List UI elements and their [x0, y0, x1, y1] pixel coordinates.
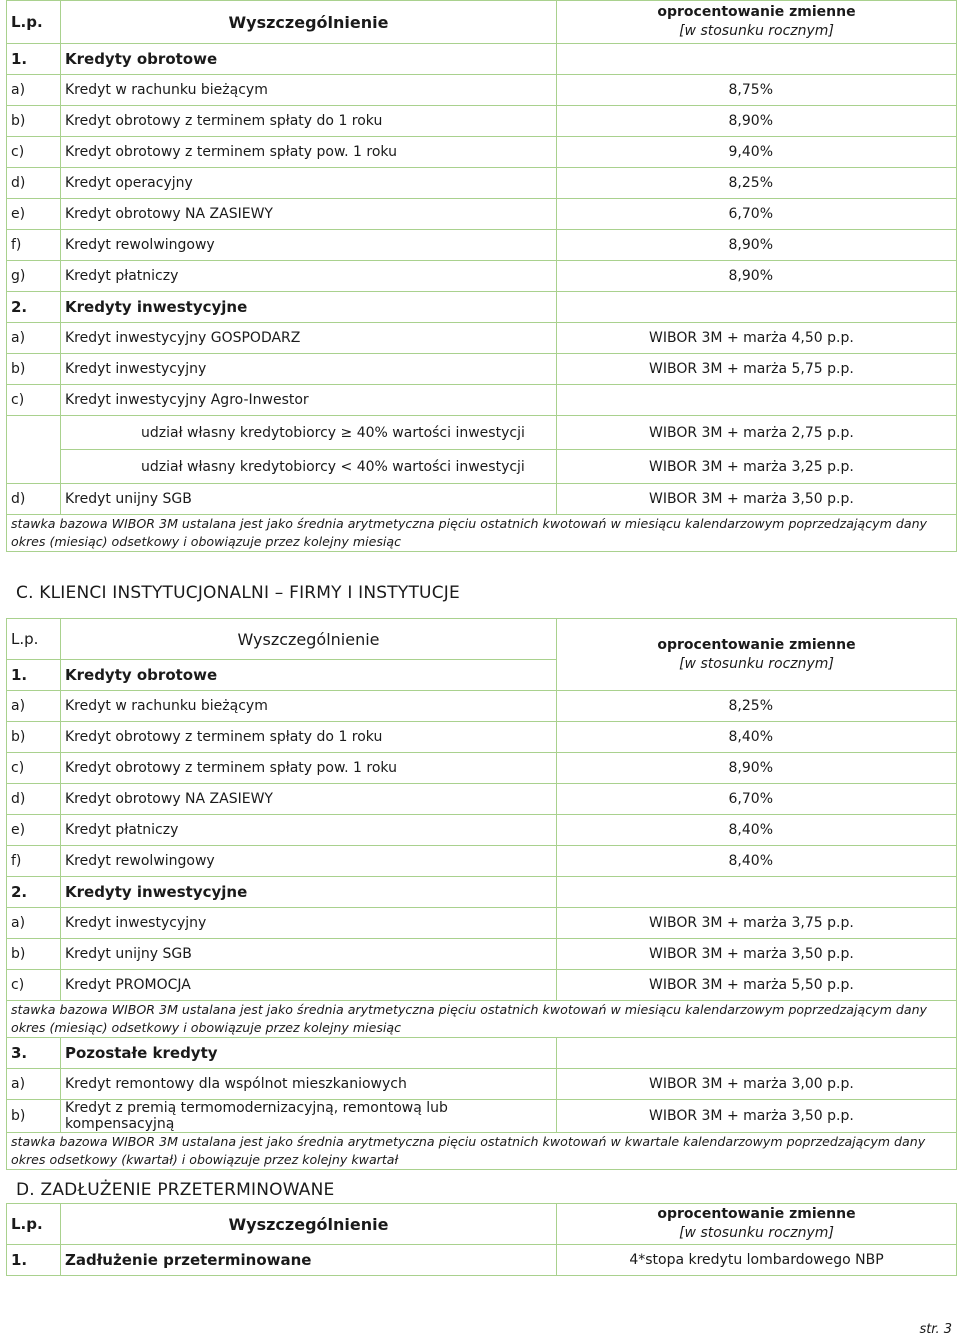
note-row	[7, 515, 957, 552]
header-rate-sub: [w stosunku rocznym]	[679, 655, 834, 672]
row-lp: a)	[7, 75, 61, 106]
table-row	[7, 815, 957, 846]
row-desc: Kredyt rewolwingowy	[61, 846, 557, 877]
row-lp: a)	[7, 1069, 61, 1100]
table-row	[7, 939, 957, 970]
row-rate: WIBOR 3M + marża 5,75 p.p.	[557, 354, 957, 385]
category-row	[7, 292, 957, 323]
header-lp: L.p.	[7, 619, 61, 660]
row-rate: WIBOR 3M + marża 3,50 p.p.	[557, 484, 957, 515]
header-desc: Wyszczególnienie	[61, 1204, 557, 1245]
table-row	[7, 908, 957, 939]
row-desc: Kredyt inwestycyjny GOSPODARZ	[61, 323, 557, 354]
row-rate: WIBOR 3M + marża 3,25 p.p.	[557, 450, 957, 484]
row-lp: b)	[7, 106, 61, 137]
header-rate	[557, 1, 957, 44]
row-rate: WIBOR 3M + marża 3,75 p.p.	[557, 908, 957, 939]
row-rate: WIBOR 3M + marża 2,75 p.p.	[557, 416, 957, 450]
category-label: Kredyty obrotowe	[61, 44, 557, 75]
category-label: Pozostałe kredyty	[61, 1038, 557, 1069]
note-row	[7, 1001, 957, 1038]
note-text: stawka bazowa WIBOR 3M ustalana jest jako średnia arytmetyczna pięciu ostatnich kwotowań w kwartale kalendarzowym poprzedzającym dany okres odsetkowy (kwartał) i obowiązuje przez kolejny kwartał	[7, 1133, 957, 1170]
section-title-d: D. ZADŁUŻENIE PRZETERMINOWANE	[16, 1180, 335, 1200]
row-desc: Kredyt inwestycyjny	[61, 908, 557, 939]
table-row	[7, 722, 957, 753]
header-rate-title: oprocentowanie zmienne	[657, 1206, 856, 1222]
table-row	[7, 1069, 957, 1100]
row-lp: c)	[7, 137, 61, 168]
row-rate: WIBOR 3M + marża 5,50 p.p.	[557, 970, 957, 1001]
row-rate: WIBOR 3M + marża 3,00 p.p.	[557, 1069, 957, 1100]
table-row	[7, 261, 957, 292]
category-row	[7, 44, 957, 75]
row-rate: 8,90%	[557, 106, 957, 137]
row-desc: Kredyt płatniczy	[61, 815, 557, 846]
table-section-b	[6, 0, 957, 552]
row-lp: e)	[7, 199, 61, 230]
table-row	[7, 168, 957, 199]
empty-cell	[557, 292, 957, 323]
category-number: 3.	[7, 1038, 61, 1069]
header-desc: Wyszczególnienie	[61, 1, 557, 44]
row-desc: Kredyt operacyjny	[61, 168, 557, 199]
row-rate	[557, 385, 957, 416]
row-desc: Kredyt obrotowy z terminem spłaty do 1 roku	[61, 722, 557, 753]
sub-desc-pre: udział własny kredytobiorcy	[141, 424, 337, 441]
row-rate: 6,70%	[557, 784, 957, 815]
table-row	[7, 784, 957, 815]
table-row	[7, 385, 957, 416]
row-desc: Kredyt obrotowy z terminem spłaty pow. 1 roku	[61, 137, 557, 168]
row-desc: udział własny kredytobiorcy < 40% wartości inwestycji	[61, 450, 557, 484]
note-text: stawka bazowa WIBOR 3M ustalana jest jako średnia arytmetyczna pięciu ostatnich kwotowań w miesiącu kalendarzowym poprzedzającym dany okres (miesiąc) odsetkowy i obowiązuje przez kolejny miesiąc	[7, 515, 957, 552]
header-desc: Wyszczególnienie	[61, 619, 557, 660]
table-row	[7, 484, 957, 515]
table-row	[7, 416, 957, 450]
row-lp: f)	[7, 846, 61, 877]
row-rate: 8,90%	[557, 261, 957, 292]
row-desc: Kredyt obrotowy NA ZASIEWY	[61, 784, 557, 815]
header-rate	[557, 1204, 957, 1245]
row-rate: 8,75%	[557, 75, 957, 106]
table-row	[7, 199, 957, 230]
table-header-row	[7, 619, 957, 660]
header-rate	[557, 619, 957, 691]
table-row	[7, 75, 957, 106]
row-rate: 9,40%	[557, 137, 957, 168]
table-section-c	[6, 618, 957, 1170]
category-row	[7, 877, 957, 908]
table-header-row	[7, 1, 957, 44]
row-lp-empty	[7, 416, 61, 484]
header-rate-title: oprocentowanie zmienne	[657, 4, 856, 20]
table-row	[7, 1100, 957, 1133]
row-desc: Kredyt remontowy dla wspólnot mieszkaniowych	[61, 1069, 557, 1100]
row-desc: Kredyt PROMOCJA	[61, 970, 557, 1001]
row-desc: Kredyt inwestycyjny Agro-Inwestor	[61, 385, 557, 416]
row-desc: Kredyt rewolwingowy	[61, 230, 557, 261]
table-row	[7, 846, 957, 877]
category-label: Kredyty obrotowe	[61, 660, 557, 691]
row-rate: WIBOR 3M + marża 3,50 p.p.	[557, 1100, 957, 1133]
table-row	[7, 450, 957, 484]
row-desc: Kredyt unijny SGB	[61, 939, 557, 970]
header-rate-sub: [w stosunku rocznym]	[679, 23, 834, 39]
row-lp: b)	[7, 722, 61, 753]
row-lp: a)	[7, 323, 61, 354]
row-lp: 1.	[7, 1245, 61, 1276]
row-desc: Kredyt z premią termomodernizacyjną, remontową lub kompensacyjną	[61, 1100, 557, 1133]
table-row	[7, 323, 957, 354]
category-number: 1.	[7, 44, 61, 75]
row-rate: 8,90%	[557, 753, 957, 784]
row-rate: WIBOR 3M + marża 4,50 p.p.	[557, 323, 957, 354]
page-number: str. 3	[919, 1322, 952, 1337]
note-text: stawka bazowa WIBOR 3M ustalana jest jako średnia arytmetyczna pięciu ostatnich kwotowań w miesiącu kalendarzowym poprzedzającym dany okres (miesiąc) odsetkowy i obowiązuje przez kolejny miesiąc	[7, 1001, 957, 1038]
row-lp: g)	[7, 261, 61, 292]
row-rate: WIBOR 3M + marża 3,50 p.p.	[557, 939, 957, 970]
section-title-c: C. KLIENCI INSTYTUCJONALNI – FIRMY I INSTYTUCJE	[16, 583, 460, 603]
row-lp: b)	[7, 354, 61, 385]
category-number: 2.	[7, 877, 61, 908]
table-row	[7, 230, 957, 261]
table-row	[7, 106, 957, 137]
row-lp: b)	[7, 1100, 61, 1133]
table-row	[7, 970, 957, 1001]
category-number: 2.	[7, 292, 61, 323]
sub-desc-post: 40% wartości inwestycji	[356, 424, 525, 441]
row-lp: c)	[7, 753, 61, 784]
empty-cell	[557, 877, 957, 908]
row-lp: a)	[7, 691, 61, 722]
table-header-row	[7, 1204, 957, 1245]
table-row	[7, 1245, 957, 1276]
note-row	[7, 1133, 957, 1170]
row-lp: d)	[7, 168, 61, 199]
row-desc: Kredyt unijny SGB	[61, 484, 557, 515]
row-lp: b)	[7, 939, 61, 970]
empty-cell	[557, 44, 957, 75]
row-desc: Kredyt w rachunku bieżącym	[61, 691, 557, 722]
row-rate: 8,90%	[557, 230, 957, 261]
row-rate: 4*stopa kredytu lombardowego NBP	[557, 1245, 957, 1276]
row-lp: e)	[7, 815, 61, 846]
table-row	[7, 354, 957, 385]
table-section-d	[6, 1203, 957, 1276]
row-rate: 6,70%	[557, 199, 957, 230]
header-rate-sub: [w stosunku rocznym]	[679, 1225, 834, 1241]
category-number: 1.	[7, 660, 61, 691]
table-row	[7, 137, 957, 168]
row-desc	[61, 416, 557, 450]
row-desc: Kredyt płatniczy	[61, 261, 557, 292]
header-rate-title: oprocentowanie zmienne	[657, 636, 856, 653]
row-desc: Kredyt obrotowy z terminem spłaty pow. 1 roku	[61, 753, 557, 784]
row-desc: Kredyt obrotowy z terminem spłaty do 1 roku	[61, 106, 557, 137]
category-label: Kredyty inwestycyjne	[61, 877, 557, 908]
empty-cell	[557, 1038, 957, 1069]
row-lp: d)	[7, 784, 61, 815]
row-rate: 8,25%	[557, 691, 957, 722]
table-row	[7, 753, 957, 784]
row-rate: 8,25%	[557, 168, 957, 199]
row-desc: Kredyt w rachunku bieżącym	[61, 75, 557, 106]
row-lp: f)	[7, 230, 61, 261]
row-rate: 8,40%	[557, 846, 957, 877]
header-lp: L.p.	[7, 1, 61, 44]
row-rate: 8,40%	[557, 722, 957, 753]
greater-equal-symbol: ≥	[340, 424, 353, 441]
category-label: Kredyty inwestycyjne	[61, 292, 557, 323]
row-desc: Kredyt obrotowy NA ZASIEWY	[61, 199, 557, 230]
row-lp: a)	[7, 908, 61, 939]
row-rate: 8,40%	[557, 815, 957, 846]
row-desc: Zadłużenie przeterminowane	[61, 1245, 557, 1276]
row-lp: c)	[7, 970, 61, 1001]
category-row	[7, 1038, 957, 1069]
header-lp: L.p.	[7, 1204, 61, 1245]
row-lp: d)	[7, 484, 61, 515]
row-desc: Kredyt inwestycyjny	[61, 354, 557, 385]
table-row	[7, 691, 957, 722]
row-lp: c)	[7, 385, 61, 416]
